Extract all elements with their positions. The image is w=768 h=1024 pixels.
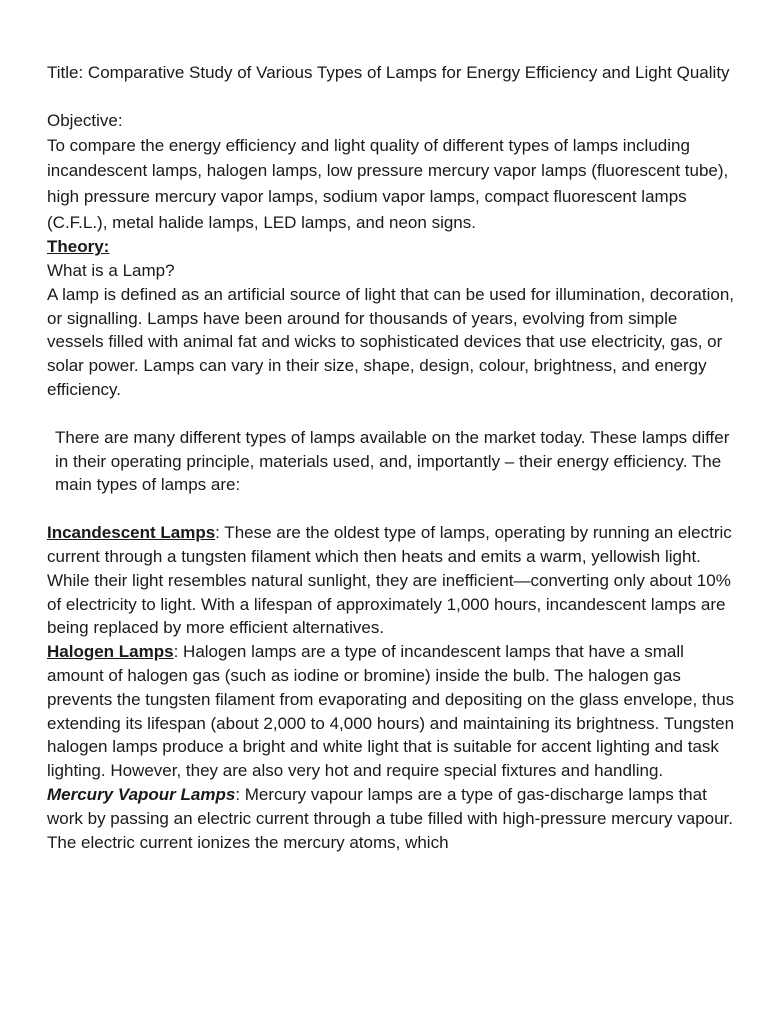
spacer (47, 85, 737, 109)
lamp-type-description: : These are the oldest type of lamps, operating by running an electric current through a tungsten filament which then heats and emits a warm, yellowish light. While their light resembles natural sunlight, they are inefficient—converting only about 10% of electricity to light. With a lifespan of approximately 1,000 hours, incandescent lamps are being replaced by more efficient alternatives. (47, 523, 732, 638)
document-page (47, 60, 737, 854)
lamp-type-term: Incandescent Lamps (47, 523, 216, 543)
lamp-type-mercury-vapour (47, 783, 737, 854)
objective-body: To compare the energy efficiency and light quality of different types of lamps including incandescent lamps, halogen lamps, low pressure mercury vapor lamps (fluorescent tube), high pressure mercury vapor lamps, sodium vapor lamps, compact fluorescent lamps (C.F.L.), metal halide lamps, LED lamps, and neon signs. (47, 135, 729, 232)
lamp-type-term: Halogen Lamps (47, 642, 174, 662)
lamp-definition: A lamp is defined as an artificial source of light that can be used for illumination, decoration, or signalling. Lamps have been around for thousands of years, evolving from simple vessels filled with animal fat and wicks to sophisticated devices that use electricity, gas, or solar power. Lamps can vary in their size, shape, design, colour, brightness, and energy efficiency. (47, 284, 734, 399)
theory-question: What is a Lamp? (47, 260, 175, 280)
lamp-type-incandescent (47, 521, 737, 640)
theory-heading: Theory: (47, 237, 110, 257)
spacer (47, 402, 737, 426)
lamp-type-description: : Mercury vapour lamps are a type of gas-discharge lamps that work by passing an electric current through a tube filled with high-pressure mercury vapour. The electric current ionizes the mercury atoms, which (47, 784, 734, 852)
lamp-type-halogen (47, 640, 737, 783)
lamp-type-description: : Halogen lamps are a type of incandescent lamps that have a small amount of halogen gas (such as iodine or bromine) inside the bulb. The halogen gas prevents the tungsten filament from evaporating and depositing on the glass envelope, thus extending its lifespan (about 2,000 to 4,000 hours) and maintaining its brightness. Tungsten halogen lamps produce a bright and white light that is suitable for accent lighting and task lighting. However, they are also very hot and require special fixtures and handling. (47, 642, 735, 781)
objective-heading: Objective: (47, 111, 123, 130)
lamp-types-intro: There are many different types of lamps available on the market today. These lamps differ in their operating principle, materials used, and, importantly – their energy efficiency. The main types of lamps are: (55, 427, 730, 495)
theory-section (47, 235, 737, 259)
lamp-type-term: Mercury Vapour Lamps (47, 784, 236, 804)
document-title: Title: Comparative Study of Various Types of Lamps for Energy Efficiency and Light Quality (47, 63, 730, 82)
spacer (47, 497, 737, 521)
